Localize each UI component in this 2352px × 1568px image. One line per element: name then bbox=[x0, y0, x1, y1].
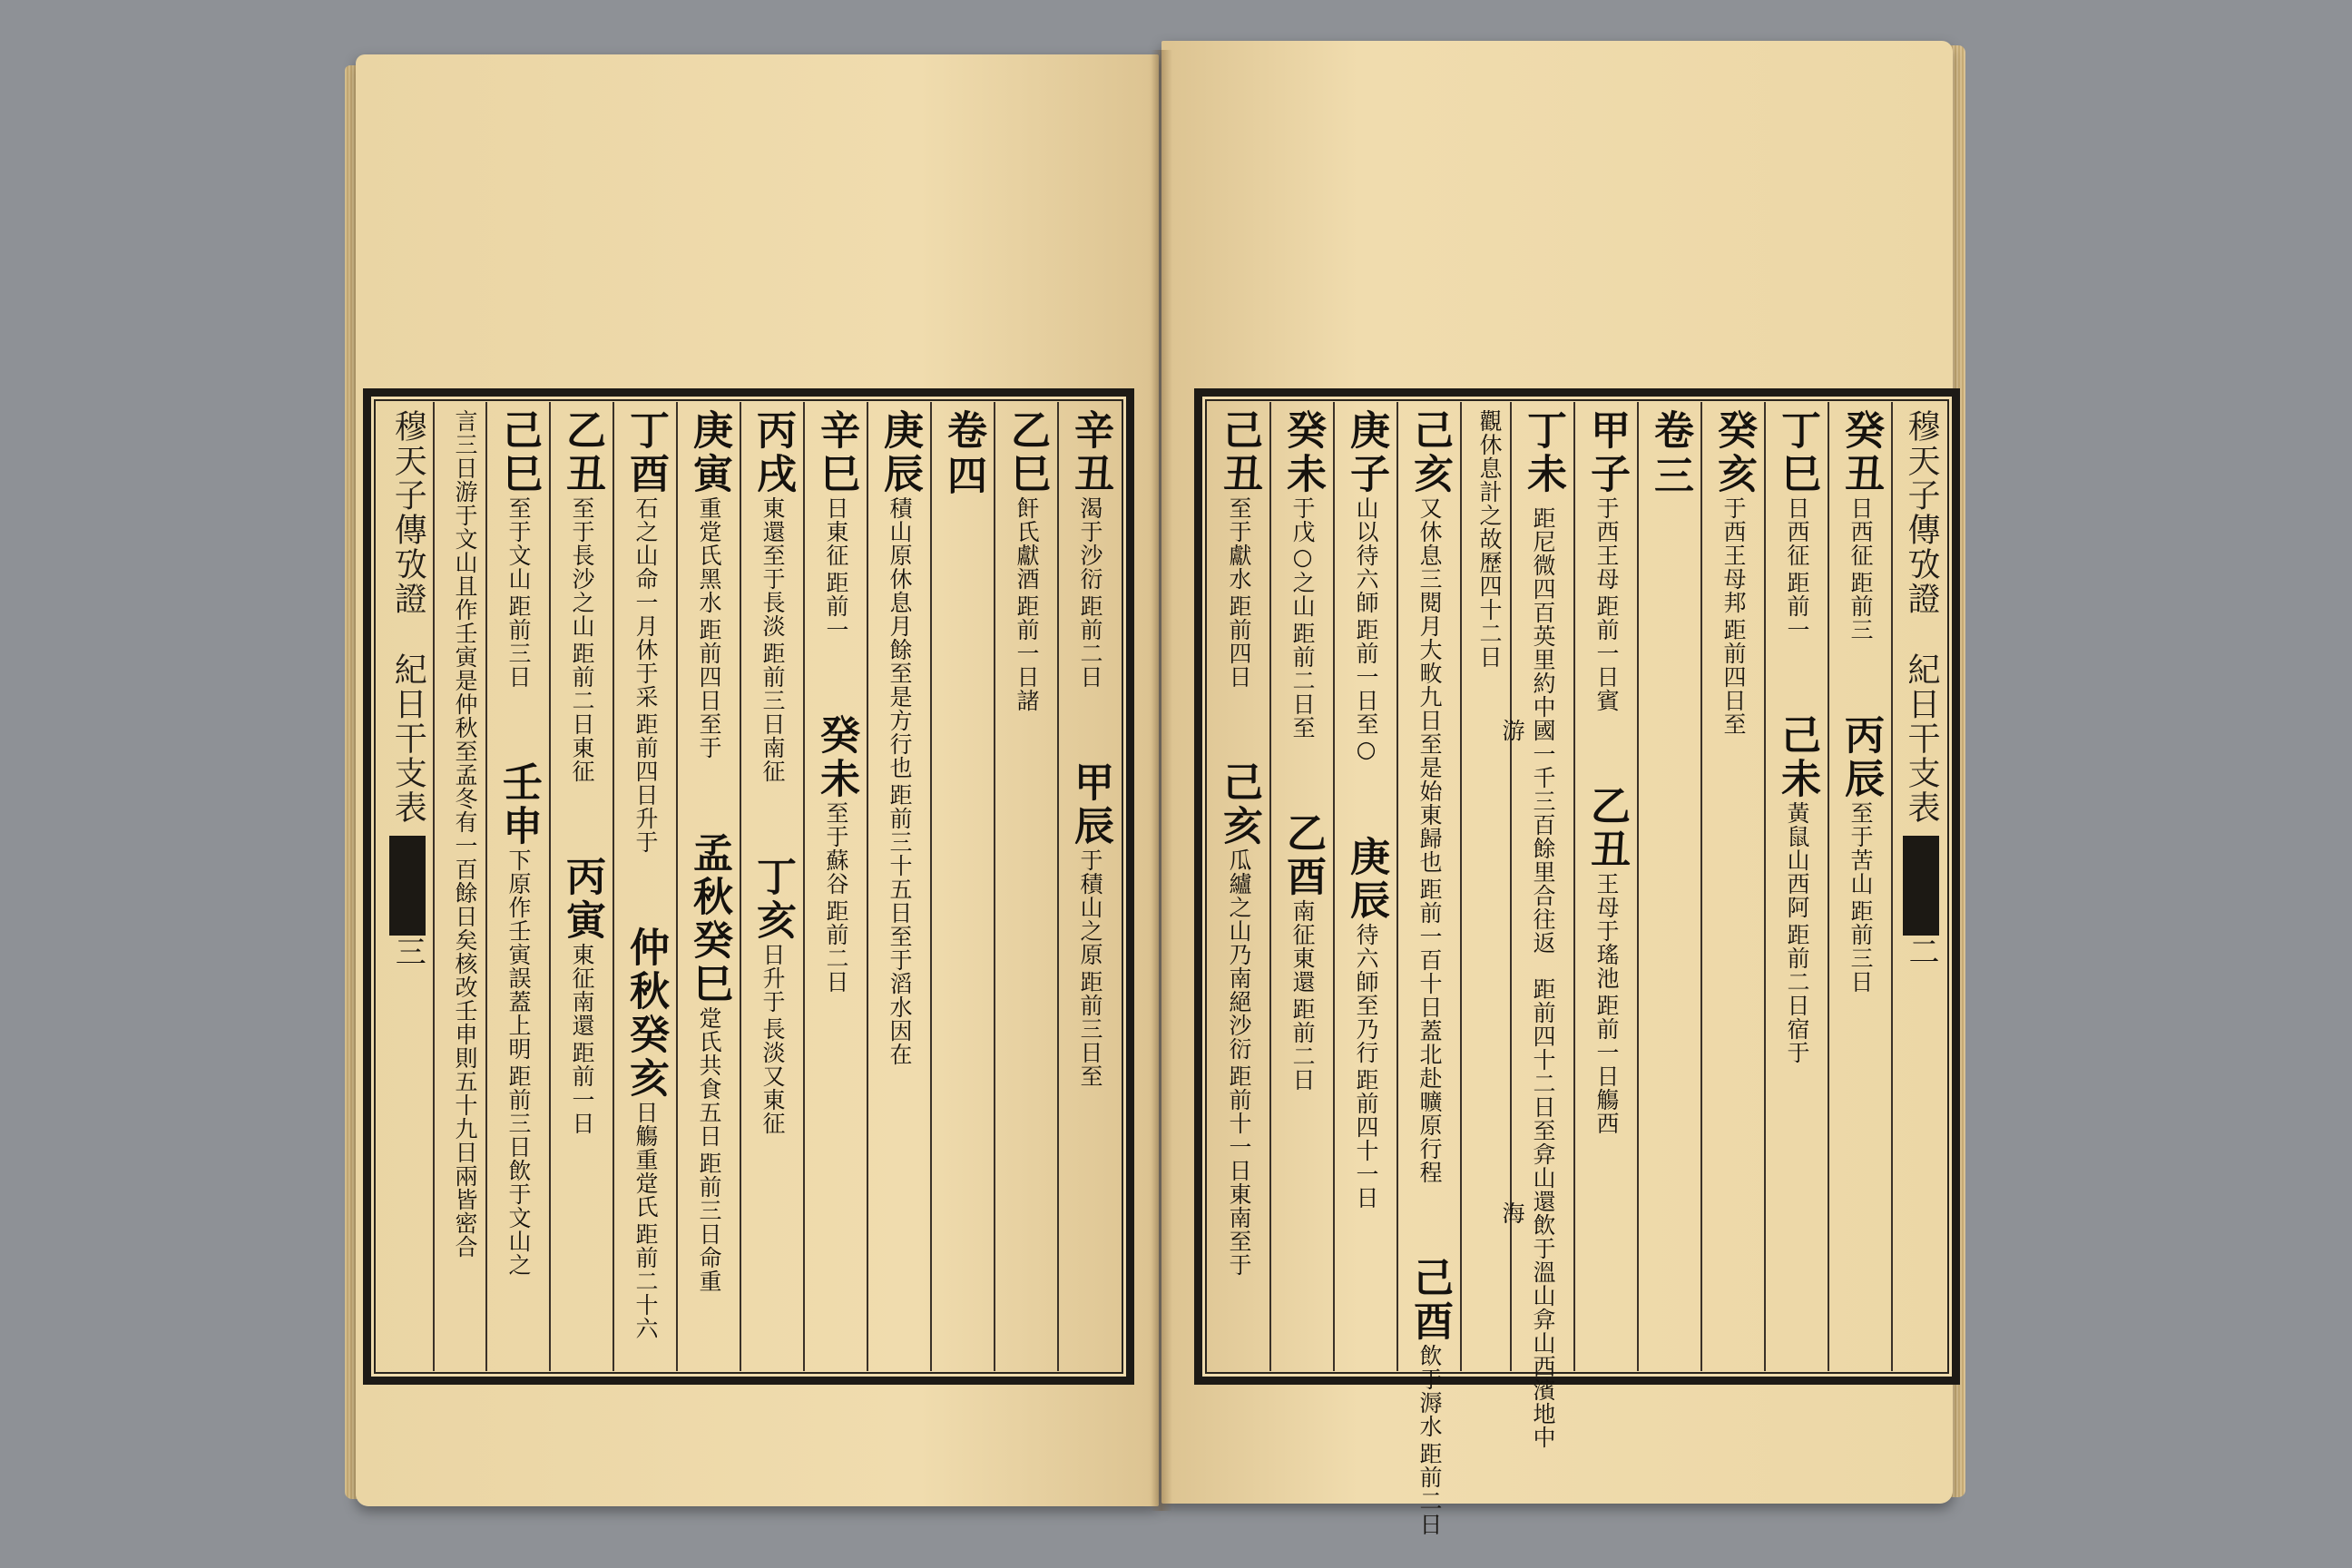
annotation-line: 飦氏獻酒 bbox=[1014, 496, 1040, 591]
left-column bbox=[867, 402, 930, 1371]
annotation-line: 至于獻水 bbox=[1226, 496, 1252, 591]
annotation-line: 日西征 bbox=[1847, 496, 1874, 567]
annotation-line: 東征南還 bbox=[569, 943, 595, 1037]
date-entry: 丁巳 bbox=[1773, 409, 1820, 496]
date-entry: 甲辰 bbox=[1067, 761, 1113, 848]
annotation-line: 距前三日飲于文山之 bbox=[505, 1064, 532, 1277]
annotation bbox=[697, 496, 724, 760]
left-column bbox=[433, 402, 485, 1371]
annotation bbox=[1354, 923, 1381, 1210]
juan-heading: 卷三 bbox=[1646, 409, 1693, 500]
annotation bbox=[506, 848, 534, 1277]
annotation bbox=[1417, 496, 1445, 1184]
annotation-line: 飲于溽水 bbox=[1416, 1344, 1443, 1438]
annotation-line: 距前三日 bbox=[1847, 899, 1874, 994]
date-entry: 癸丑 bbox=[1837, 409, 1884, 496]
annotation-line: 距前三日 bbox=[505, 594, 532, 689]
annotation bbox=[824, 496, 851, 642]
left-margin-section: 紀日干支表 bbox=[389, 652, 427, 825]
right-column bbox=[1269, 402, 1333, 1371]
date-entry: 丙辰 bbox=[1837, 714, 1884, 801]
annotation bbox=[1290, 899, 1318, 1092]
annotation-line: 距前一日觴西 bbox=[1592, 994, 1620, 1135]
annotation-line: 于西王母 bbox=[1592, 496, 1620, 591]
annotation-line: 至于蘇谷 bbox=[823, 801, 849, 896]
left-column bbox=[930, 402, 994, 1371]
annotation-line: 距尼微四百英里約中國一千三百餘里合往返游 bbox=[1498, 505, 1556, 955]
annotation bbox=[1354, 496, 1381, 763]
annotation-line: 距前四十一日 bbox=[1353, 1068, 1379, 1210]
annotation-line: 山以待六師 bbox=[1353, 496, 1379, 614]
annotation-line: 渴于沙衍 bbox=[1077, 496, 1103, 591]
date-entry: 己巳 bbox=[495, 409, 542, 496]
annotation bbox=[1078, 848, 1105, 1088]
annotation-line: 距前二日 bbox=[1077, 594, 1103, 689]
date-entry: 丙戌 bbox=[750, 409, 796, 496]
annotation-line: 王母于瑤池 bbox=[1592, 872, 1620, 990]
annotation bbox=[1014, 496, 1042, 712]
book-gutter bbox=[1151, 50, 1172, 1511]
annotation bbox=[506, 496, 534, 689]
left-fishtail-mark bbox=[389, 836, 426, 936]
annotation bbox=[1785, 496, 1812, 642]
annotation-line: 黃鼠山西阿 bbox=[1783, 801, 1810, 919]
left-margin-column bbox=[377, 402, 433, 1371]
date-entry: 乙丑 bbox=[1583, 785, 1630, 872]
annotation bbox=[1785, 801, 1812, 1064]
annotation-line: 下原作壬寅誤蓋上明 bbox=[505, 848, 532, 1061]
right-margin-section: 紀日干支表 bbox=[1903, 652, 1940, 825]
left-column bbox=[994, 402, 1057, 1371]
right-column bbox=[1396, 402, 1460, 1536]
date-entry: 辛丑 bbox=[1067, 409, 1113, 496]
right-column bbox=[1498, 402, 1573, 1449]
annotation-line: 距前四日升于 bbox=[632, 712, 659, 854]
annotation-line: 距前四日至于 bbox=[696, 618, 722, 760]
annotation bbox=[1848, 801, 1876, 994]
annotation-line: 距前四日至 bbox=[1720, 618, 1747, 736]
annotation-line: 距前一百十日蓋北赴曠原行程 bbox=[1416, 877, 1443, 1184]
date-entry: 己亥 bbox=[1216, 761, 1262, 848]
annotation bbox=[1227, 848, 1254, 1277]
annotation-line: 距前三日命重 bbox=[696, 1152, 722, 1293]
annotation-line: 距前三 bbox=[1847, 571, 1874, 642]
date-entry: 癸未 bbox=[813, 714, 859, 801]
annotation bbox=[633, 496, 661, 854]
left-margin-title: 穆天子傳攷證 bbox=[389, 409, 427, 616]
annotation bbox=[887, 496, 915, 1066]
annotation-line: 距前一日賓 bbox=[1592, 594, 1620, 712]
annotation-line: 距前二日 bbox=[1416, 1442, 1443, 1536]
annotation bbox=[1848, 496, 1876, 642]
annotation-line: 長淡又東征 bbox=[760, 1017, 786, 1135]
annotation-line: 于戊○之山 bbox=[1289, 496, 1316, 618]
date-entry: 庚辰 bbox=[1343, 836, 1389, 923]
date-entry: 己酉 bbox=[1406, 1257, 1453, 1344]
left-column bbox=[803, 402, 867, 1371]
annotation-line: 重䟫氏黑水 bbox=[696, 496, 722, 614]
annotation bbox=[1290, 496, 1318, 740]
date-entry: 孟秋癸巳 bbox=[686, 832, 732, 1006]
date-entry: 仲秋癸亥 bbox=[622, 926, 669, 1101]
right-text-frame bbox=[1194, 388, 1960, 1536]
date-entry: 辛巳 bbox=[813, 409, 859, 496]
annotation-line: 日東征 bbox=[823, 496, 849, 567]
annotation bbox=[760, 943, 788, 1135]
annotation-line: 距前二十六 bbox=[632, 1222, 659, 1340]
left-column bbox=[740, 402, 803, 1371]
annotation-line: 距前一 bbox=[823, 571, 849, 642]
right-column bbox=[1573, 402, 1637, 1371]
annotation-line: 又休息三閱月大畋九日至是始東歸也 bbox=[1416, 496, 1443, 874]
left-column bbox=[612, 402, 676, 1371]
annotation-line: 日觴重䟫氏 bbox=[632, 1101, 659, 1219]
date-entry: 乙酉 bbox=[1279, 812, 1326, 899]
right-column bbox=[1700, 402, 1764, 1371]
annotation bbox=[1594, 872, 1622, 1135]
date-entry: 壬申 bbox=[495, 761, 542, 848]
commentary-text: 觀休息計之故歷四十二日 bbox=[1475, 409, 1503, 669]
date-entry: 丁亥 bbox=[750, 856, 796, 943]
annotation-line: 待六師至乃行 bbox=[1353, 923, 1379, 1064]
annotation-line: 距前三日至 bbox=[1077, 970, 1103, 1088]
annotation bbox=[1721, 496, 1749, 736]
right-column bbox=[1208, 402, 1269, 1371]
date-entry: 己亥 bbox=[1406, 409, 1453, 496]
date-entry: 甲子 bbox=[1583, 409, 1630, 496]
annotation-line: 石之山命一月休于采 bbox=[632, 496, 659, 709]
left-column bbox=[549, 402, 612, 1371]
annotation-line: 距前一日諸 bbox=[1014, 594, 1040, 712]
date-entry: 丁酉 bbox=[622, 409, 669, 496]
annotation bbox=[1417, 1344, 1445, 1536]
annotation-line: 東還至于長淡 bbox=[760, 496, 786, 638]
right-margin-title: 穆天子傳攷證 bbox=[1903, 409, 1940, 616]
date-entry: 己丑 bbox=[1216, 409, 1262, 496]
annotation-line: 距前四日 bbox=[1226, 594, 1252, 689]
annotation bbox=[570, 943, 597, 1135]
annotation bbox=[760, 496, 788, 783]
right-column bbox=[1637, 402, 1700, 1371]
annotation-line: 距前二日 bbox=[1289, 997, 1316, 1092]
commentary-text: 言三日游于文山且作壬寅是仲秋至孟冬有一百餘日矣核改壬申則五十九日兩皆密合 bbox=[452, 409, 478, 1259]
annotation-line: 距前二日東征 bbox=[569, 642, 595, 783]
annotation-line: 至于苦山 bbox=[1847, 801, 1874, 896]
date-entry: 丙寅 bbox=[559, 856, 605, 943]
date-entry: 庚辰 bbox=[877, 409, 923, 496]
annotation bbox=[570, 496, 597, 783]
right-fishtail-mark bbox=[1903, 836, 1939, 936]
right-column bbox=[1828, 402, 1891, 1371]
annotation-line: 至于文山 bbox=[505, 496, 532, 591]
annotation-line: 距前二日宿于 bbox=[1783, 923, 1810, 1064]
annotation bbox=[1227, 496, 1254, 689]
date-entry: 癸亥 bbox=[1710, 409, 1757, 496]
left-column bbox=[676, 402, 740, 1371]
juan-heading: 卷四 bbox=[940, 409, 986, 500]
left-margin-divider bbox=[407, 616, 409, 652]
right-folio-number: 二 bbox=[1903, 936, 1939, 966]
annotation-line: 距前四十二日至弇山還飲于溫山弇山西濱地中海 bbox=[1498, 976, 1556, 1449]
date-entry: 庚寅 bbox=[686, 409, 732, 496]
annotation bbox=[1078, 496, 1105, 689]
right-column bbox=[1460, 402, 1510, 1371]
annotation-line: 于西王母邦 bbox=[1720, 496, 1747, 614]
date-entry: 乙丑 bbox=[559, 409, 605, 496]
annotation bbox=[697, 1006, 724, 1293]
left-columns bbox=[377, 402, 1121, 1371]
annotation-line: 日西征 bbox=[1783, 496, 1810, 567]
annotation bbox=[1594, 496, 1622, 712]
left-column bbox=[485, 402, 549, 1371]
annotation-line: 距前一日 bbox=[569, 1041, 595, 1135]
annotation-line: 距前十一日東南至于 bbox=[1226, 1064, 1252, 1277]
annotation-line: 距前二日至 bbox=[1289, 622, 1316, 740]
annotation-line: 日升于 bbox=[760, 943, 786, 1014]
annotation-line: 積山原休息月餘至是方行也 bbox=[887, 496, 913, 779]
annotation-line: 距前一日至○ bbox=[1353, 618, 1379, 763]
annotation-line: 南征東還 bbox=[1289, 899, 1316, 994]
annotation-line: 距前三十五日至于滔水因在 bbox=[887, 783, 913, 1066]
annotation-line: 距前二日 bbox=[823, 899, 849, 994]
date-entry: 庚子 bbox=[1343, 409, 1389, 496]
left-column bbox=[1057, 402, 1121, 1371]
annotation-line: 至于長沙之山 bbox=[569, 496, 595, 638]
date-entry: 丁未 bbox=[1519, 409, 1566, 496]
right-column bbox=[1333, 402, 1396, 1371]
annotation bbox=[824, 801, 851, 994]
annotation-line: 于積山之原 bbox=[1077, 848, 1103, 966]
date-entry: 乙巳 bbox=[1004, 409, 1050, 496]
left-folio-number: 三 bbox=[389, 936, 426, 966]
date-entry: 己未 bbox=[1773, 714, 1820, 801]
date-entry: 癸未 bbox=[1279, 409, 1326, 496]
right-margin-column bbox=[1891, 402, 1946, 1371]
left-text-frame bbox=[363, 388, 1134, 1385]
annotation-line: 䟫氏共食五日 bbox=[696, 1006, 722, 1148]
annotation-line: 距前一 bbox=[1783, 571, 1810, 642]
annotation bbox=[1498, 496, 1558, 1458]
right-column bbox=[1764, 402, 1828, 1371]
right-margin-divider bbox=[1920, 616, 1923, 652]
annotation-line: 瓜纑之山乃南絕沙衍 bbox=[1226, 848, 1252, 1061]
annotation-line: 距前三日南征 bbox=[760, 642, 786, 783]
right-columns bbox=[1208, 402, 1946, 1536]
annotation bbox=[633, 1101, 661, 1340]
